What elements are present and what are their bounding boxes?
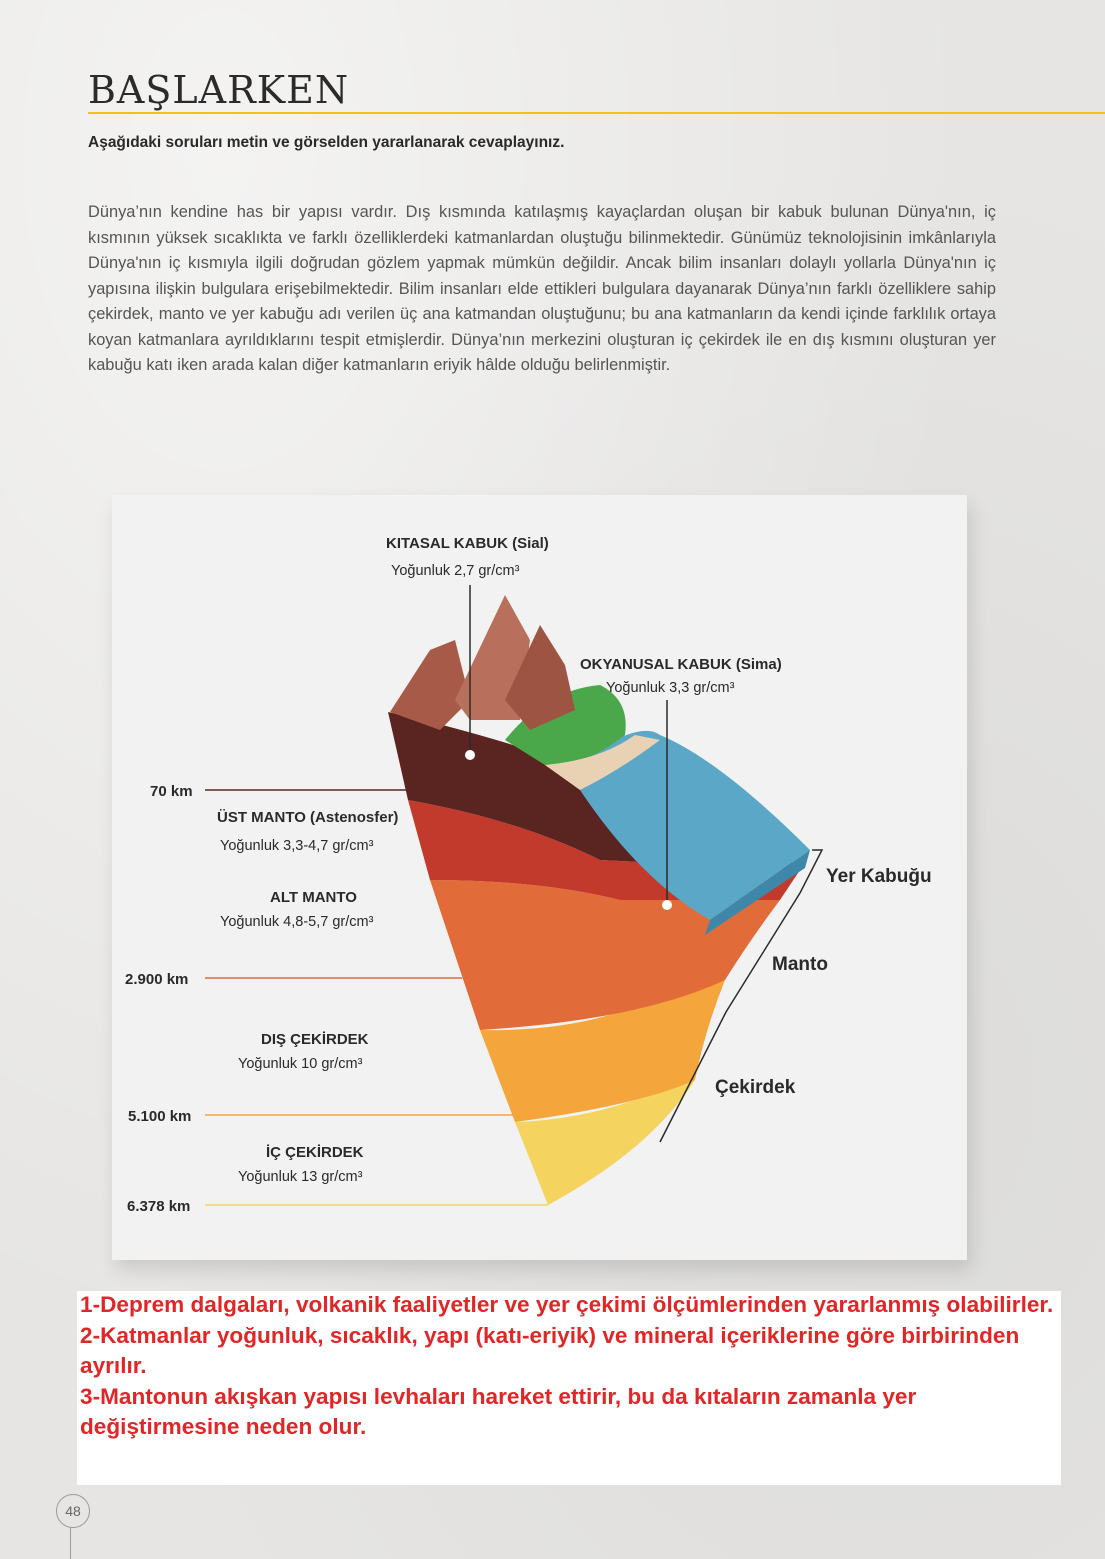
intro-paragraph: Dünya’nın kendine has bir yapısı vardır. Dış kısmında katılaşmış kayaçlardan oluşan bir kabuk bulunan Dünya'nın, iç kısmının yüksek sıcaklıkta ve farklı özelliklerdeki katmanlardan oluştuğu bilinmektedir. Günümüz teknolojisinin imkânlarıyla Dünya'nın iç kısmıyla ilgili doğrudan gözlem yapmak mümkün değildir. Ancak bilim insanları dolaylı yollarla Dünya'nın iç yapısına ilişkin bulgulara erişebilmektedir. Bilim insanları elde ettikleri bulgulara dayanarak Dünya’nın farklı özelliklere sahip çekirdek, manto ve yer kabuğu adı verilen üç ana katmandan oluştuğunu; bu ana katmanların da kendi içinde farklılık ortaya koyan katmanlara ayrıldıklarını tespit etmişlerdir. Dünya’nın merkezini oluşturan iç çekirdek ile en dış kısmını oluşturan yer kabuğu katı iken arada kalan diğer katmanların eriyik hâlde olduğu belirlenmiştir. [88, 203, 996, 374]
upper-mantle-name: ÜST MANTO (Astenosfer) [217, 809, 399, 826]
oceanic-crust-density: Yoğunluk 3,3 gr/cm³ [606, 680, 735, 696]
continental-crust-name: KITASAL KABUK (Sial) [386, 535, 549, 552]
answers-block [80, 1290, 1060, 1443]
answer-3: 3-Mantonun akışkan yapısı levhaları hareket ettirir, bu da kıtaların zamanla yer değiştirmesine neden olur. [80, 1383, 917, 1439]
depth-label-5100: 5.100 km [128, 1108, 192, 1125]
continental-dot [465, 750, 475, 760]
upper-mantle-density: Yoğunluk 3,3-4,7 gr/cm³ [220, 838, 374, 854]
group-label-mantle: Manto [772, 954, 828, 975]
inner-core-density: Yoğunluk 13 gr/cm³ [238, 1169, 363, 1185]
page-number-line [70, 1527, 71, 1559]
depth-label-2900: 2.900 km [125, 971, 189, 988]
inner-core-name: İÇ ÇEKİRDEK [266, 1144, 364, 1161]
page-title: BAŞLARKEN [88, 68, 350, 112]
page-number: 48 [56, 1494, 90, 1528]
lower-mantle-name: ALT MANTO [270, 889, 357, 906]
earth-layers-diagram [112, 495, 967, 1260]
group-label-core: Çekirdek [715, 1077, 796, 1098]
title-underline [88, 112, 1105, 114]
depth-label-70: 70 km [150, 783, 193, 800]
answer-1: 1-Deprem dalgaları, volkanik faaliyetler ve yer çekimi ölçümlerinden yararlanmış olabilirler. [80, 1292, 1054, 1317]
group-label-crust: Yer Kabuğu [826, 866, 932, 887]
oceanic-dot [662, 900, 672, 910]
outer-core-density: Yoğunluk 10 gr/cm³ [238, 1056, 363, 1072]
oceanic-crust-name: OKYANUSAL KABUK (Sima) [580, 656, 782, 673]
lower-mantle-density: Yoğunluk 4,8-5,7 gr/cm³ [220, 914, 374, 930]
outer-core-name: DIŞ ÇEKİRDEK [261, 1031, 369, 1048]
continental-crust-density: Yoğunluk 2,7 gr/cm³ [391, 563, 520, 579]
depth-label-6378: 6.378 km [127, 1198, 191, 1215]
answer-2: 2-Katmanlar yoğunluk, sıcaklık, yapı (katı-eriyik) ve mineral içeriklerine göre birbirinden ayrılır. [80, 1322, 1020, 1378]
instruction-text: Aşağıdaki soruları metin ve görselden yararlanarak cevaplayınız. [88, 134, 565, 151]
